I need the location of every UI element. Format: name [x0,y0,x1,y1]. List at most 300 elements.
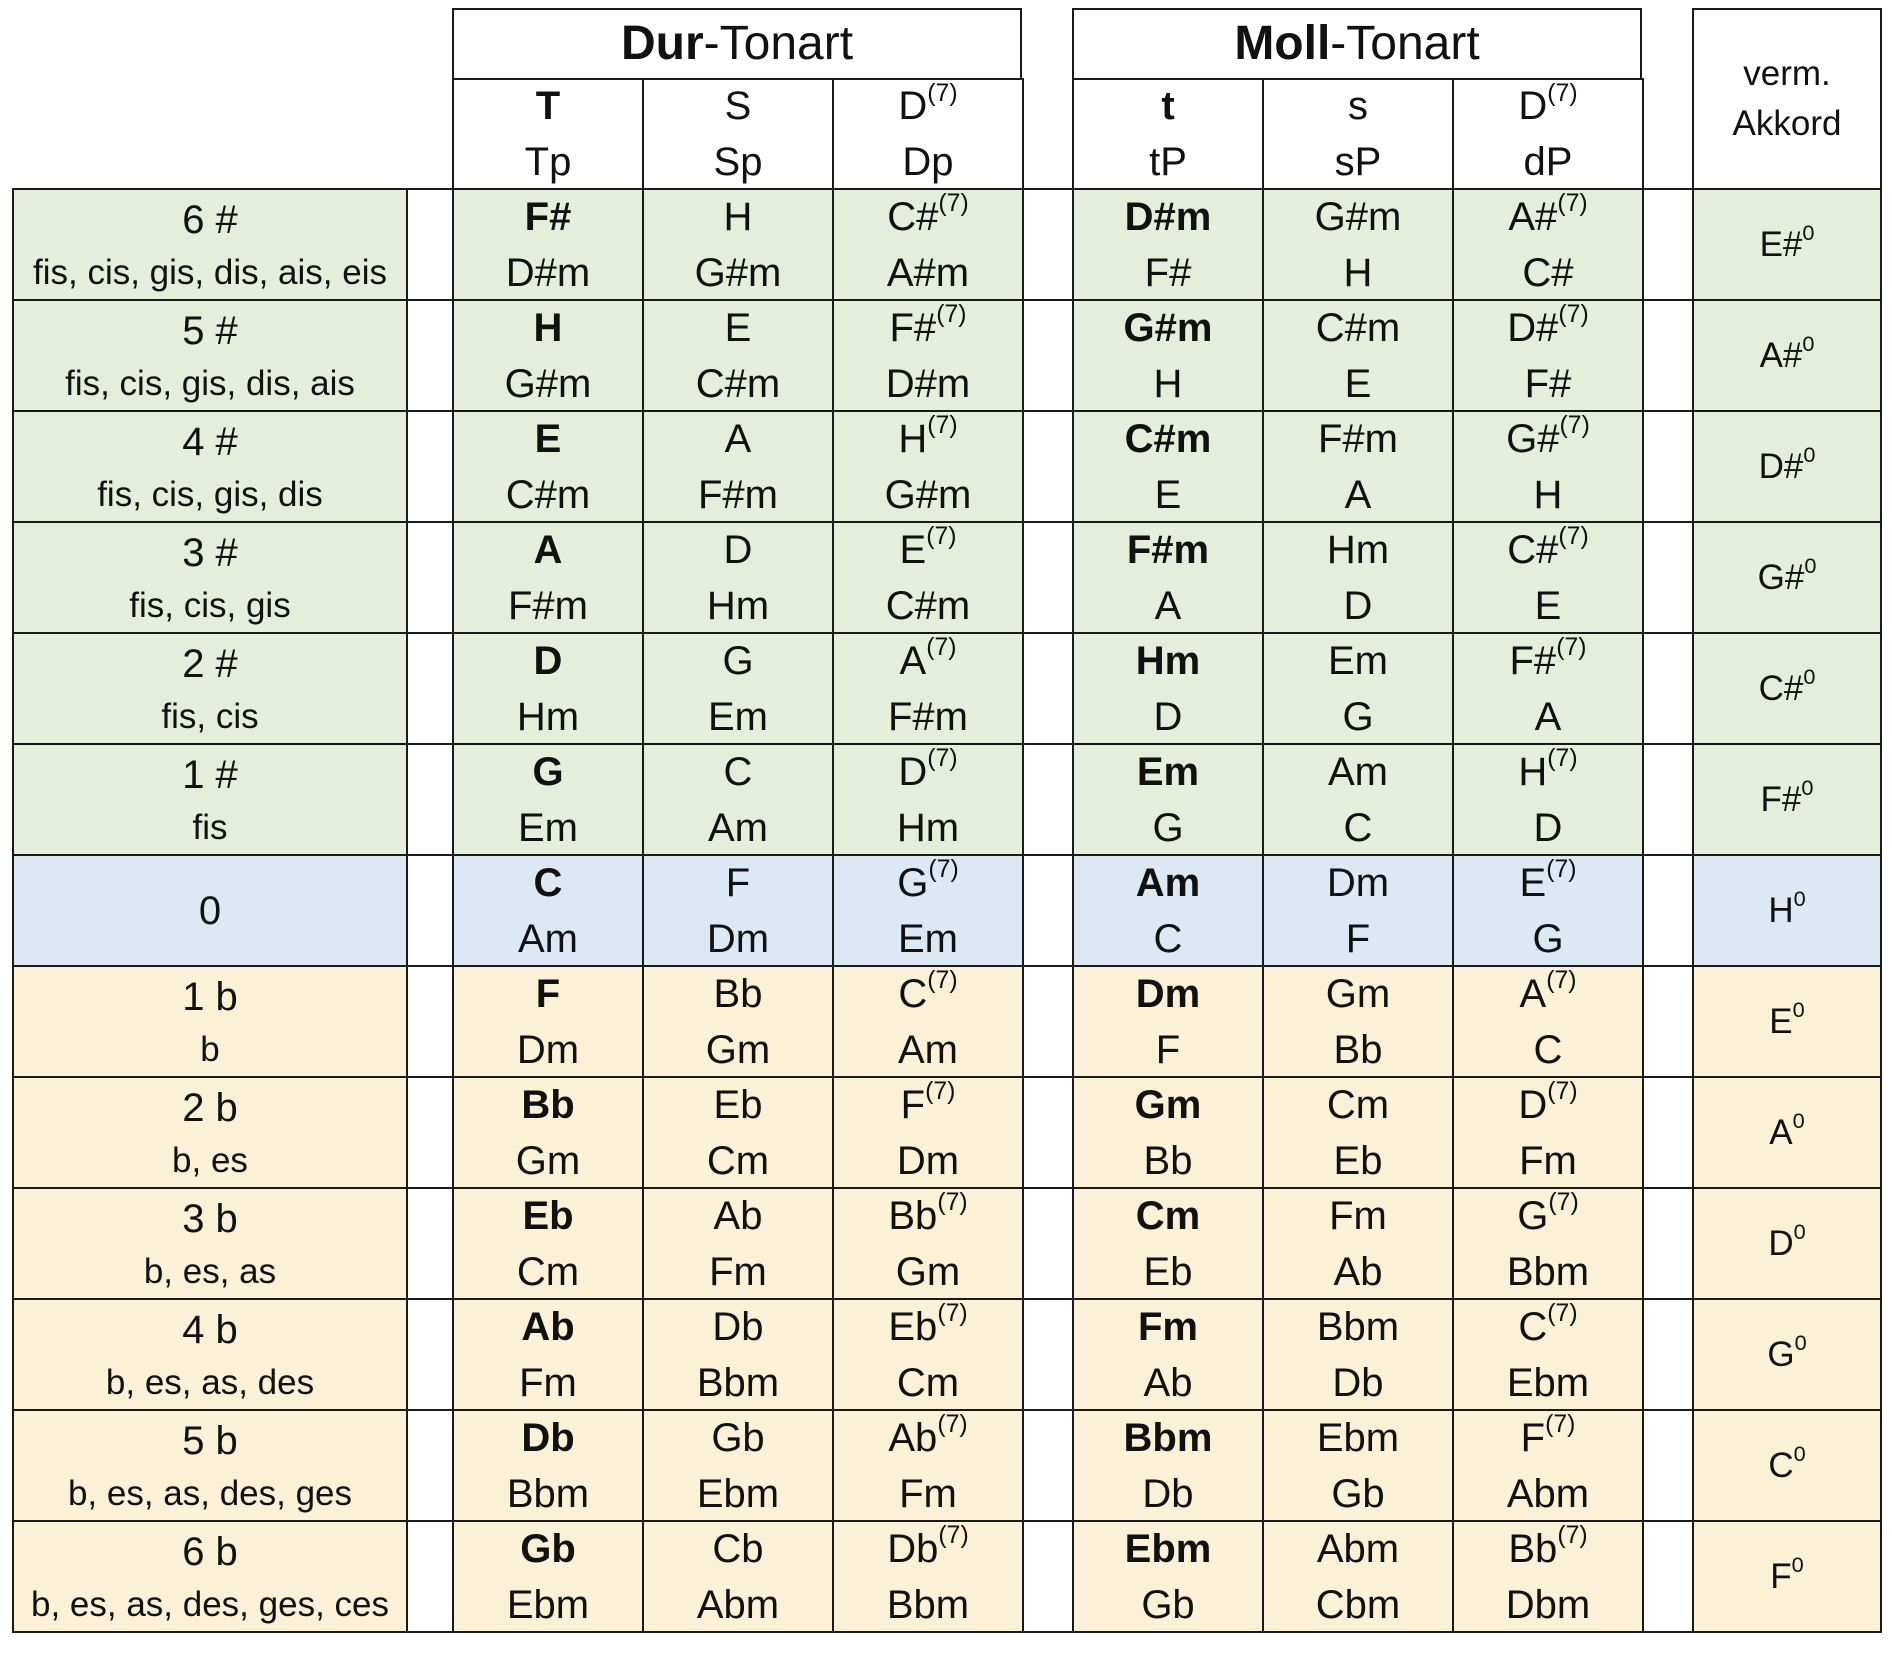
minor-parallel-chord-text: G [1152,805,1184,850]
major-parallel-chord-text: Ebm [506,1582,590,1627]
minor-parallel-function-0-text: tP [1149,140,1187,184]
minor-parallel-chord-text: Cbm [1315,1582,1401,1627]
major-chord [887,1524,968,1574]
minor-chord-cell [1262,299,1454,412]
major-function-header-2 [832,78,1024,190]
major-chord-text: G [722,638,754,683]
gap-cell [1022,1187,1074,1300]
major-parallel-chord-text: C#m [885,583,971,628]
key-signature-cell [12,1298,408,1411]
major-chord-cell [452,632,644,745]
minor-chord-cell [1452,188,1644,301]
major-chord-cell [642,410,834,523]
key-signature-cell [12,632,408,745]
minor-chord-text: Am [1135,860,1201,905]
minor-function-0-text: t [1161,84,1175,128]
minor-parallel-chord [1155,581,1182,631]
minor-parallel-chord-text: Bb [1333,1027,1383,1072]
major-function-1-text: S [724,84,752,128]
minor-parallel-function-2 [1524,137,1573,187]
minor-chord [1136,1191,1200,1241]
major-parallel-chord [897,1358,959,1408]
key-signature-notes [144,1250,276,1294]
minor-chord [1327,1080,1389,1130]
minor-parallel-chord-text: Fm [1519,1138,1577,1183]
major-parallel-function-0-text: Tp [524,140,572,184]
minor-chord-text: Fm [1329,1193,1387,1238]
minor-parallel-chord-text: C# [1522,250,1574,295]
key-signature-notes [129,584,290,628]
minor-chord-superscript: (7) [1547,1078,1578,1106]
minor-parallel-chord-text: D [1343,583,1373,628]
major-parallel-chord-text: A#m [886,250,970,295]
major-chord-text: Ab [888,1415,938,1460]
major-chord-text: A [899,638,927,683]
diminished-chord-text: D [1768,1223,1794,1263]
major-parallel-chord [507,1469,589,1519]
major-parallel-chord-text: Bbm [506,1471,590,1516]
key-signature-cell [12,1520,408,1633]
major-parallel-chord-text: Fm [519,1360,577,1405]
major-parallel-chord [507,1580,589,1630]
minor-chord-cell [1262,743,1454,856]
minor-function-1 [1348,81,1368,131]
major-function-2 [898,81,957,131]
diminished-chord [1759,219,1815,267]
minor-chord-text: D# [1507,305,1559,350]
minor-parallel-chord-text: Gb [1141,1582,1195,1627]
minor-chord-cell [1452,410,1644,523]
key-signature-count [182,1305,238,1355]
major-parallel-chord-text: Fm [709,1249,767,1294]
key-signature-notes [161,695,258,739]
minor-chord [1507,303,1588,353]
minor-chord-text: Gm [1325,971,1391,1016]
major-chord-text: Gb [711,1415,765,1460]
major-chord-cell [832,1409,1024,1522]
minor-chord [1124,303,1213,353]
minor-chord-text: Ebm [1316,1415,1400,1460]
minor-parallel-chord [1334,1247,1383,1297]
key-signature-cell [12,188,408,301]
diminished-chord-text: A [1769,1112,1793,1152]
minor-chord-cell [1452,1187,1644,1300]
minor-chord [1136,969,1200,1019]
major-chord-superscript: (7) [925,1078,956,1106]
major-chord-cell [452,1298,644,1411]
major-chord-text: Ab [521,1304,575,1349]
major-chord-superscript: (7) [938,190,969,218]
major-chord-superscript: (7) [936,301,967,329]
minor-chord-cell [1072,1076,1264,1189]
gap-cell [1642,854,1694,967]
minor-chord [1137,747,1199,797]
key-signature-count [182,195,238,245]
major-chord-superscript: (7) [927,967,958,995]
gap-cell [1642,1409,1694,1522]
major-parallel-chord-text: C#m [695,361,781,406]
minor-parallel-chord-text: G [1342,694,1374,739]
diminished-chord-cell [1692,1409,1882,1522]
minor-chord-text: Cm [1326,1082,1390,1127]
diminished-chord-cell [1692,1298,1882,1411]
key-signature-notes-text: fis [192,807,228,847]
minor-chord-text: Bbm [1123,1415,1213,1460]
major-parallel-chord-text: Em [518,805,578,850]
major-chord-cell [452,521,644,634]
diminished-chord-cell [1692,965,1882,1078]
key-signature-notes-text: fis, cis, gis [129,585,291,625]
key-signature-cell [12,299,408,412]
minor-parallel-chord-text: C [1153,916,1183,961]
key-signature-count-text: 3 # [182,530,238,575]
diminished-chord-cell [1692,1187,1882,1300]
diminished-chord [1758,663,1816,711]
major-parallel-chord-text: Cm [516,1249,580,1294]
minor-chord-text: Hm [1135,638,1201,683]
minor-chord [1136,636,1200,686]
minor-chord [1327,858,1389,908]
major-chord-cell [832,410,1024,523]
diminished-chord-header [1692,8,1882,190]
diminished-chord [1758,441,1816,489]
minor-chord-cell [1072,1187,1264,1300]
major-parallel-chord [707,1136,769,1186]
minor-chord-text: Em [1328,638,1388,683]
minor-function-header-1 [1262,78,1454,190]
key-signature-count [182,1527,238,1577]
minor-chord-cell [1452,1409,1644,1522]
major-parallel-chord-text: Gm [895,1249,961,1294]
major-chord-text: E [724,305,752,350]
major-chord-cell [832,1187,1024,1300]
key-signature-count-text: 4 b [182,1307,238,1352]
major-chord [534,525,563,575]
minor-chord-cell [1262,1187,1454,1300]
major-chord-cell [642,632,834,745]
minor-chord-text: F#m [1318,416,1398,461]
minor-parallel-chord-text: Bbm [1506,1249,1590,1294]
major-parallel-chord-text: Bbm [886,1582,970,1627]
minor-chord-cell [1262,188,1454,301]
minor-chord [1328,747,1388,797]
key-signature-cell [12,854,408,967]
major-chord [897,858,958,908]
gap-cell [1642,743,1694,856]
minor-function-2 [1518,81,1577,131]
major-chord [725,414,752,464]
major-key-title [621,14,853,74]
major-parallel-chord [885,470,972,520]
minor-parallel-chord [1534,1025,1563,1075]
diminished-chord-superscript: 0 [1803,441,1816,467]
gap-cell [1022,965,1074,1078]
diminished-chord-superscript: 0 [1793,1440,1806,1466]
diminished-chord-text: F [1770,1556,1792,1596]
minor-chord [1317,1413,1399,1463]
major-parallel-chord [708,692,768,742]
minor-function-2-text: D [1518,84,1548,128]
minor-chord-cell [1452,521,1644,634]
major-chord [887,192,968,242]
major-chord [534,858,563,908]
separator-cell [406,743,454,856]
major-function-0 [536,81,560,131]
diminished-header-line2-text: Akkord [1732,104,1842,143]
major-chord-cell [452,1520,644,1633]
key-signature-count-text: 1 # [182,752,238,797]
major-parallel-function-2-text: Dp [902,140,954,184]
minor-parallel-chord [1142,1469,1193,1519]
diminished-chord-cell [1692,299,1882,412]
key-signature-notes [172,1139,248,1183]
minor-parallel-chord-text: E [1154,472,1182,517]
major-chord-cell [642,1187,834,1300]
minor-chord-text: H [1518,749,1548,794]
diminished-chord [1768,1440,1806,1488]
major-chord-superscript: (7) [937,1411,968,1439]
minor-chord-cell [1452,299,1644,412]
major-chord [712,1524,763,1574]
key-signature-count [182,750,238,800]
minor-chord-text: G#m [1314,194,1402,239]
minor-parallel-chord [1522,248,1573,298]
major-chord-cell [642,854,834,967]
minor-parallel-chord-text: H [1153,361,1183,406]
major-parallel-chord-text: Ebm [696,1471,780,1516]
major-chord-text: D [533,638,563,683]
major-chord [888,1413,967,1463]
diminished-chord-superscript: 0 [1792,1107,1805,1133]
major-chord-cell [832,1076,1024,1189]
minor-chord-cell [1262,410,1454,523]
major-parallel-chord [887,248,969,298]
key-signature-count-text: 1 b [182,974,238,1019]
major-parallel-chord [516,1136,580,1186]
major-chord [714,969,763,1019]
major-chord-text: A [533,527,563,572]
major-chord-text: H [898,416,928,461]
major-chord [525,192,572,242]
minor-chord-cell [1262,1520,1454,1633]
minor-chord-text: C [1518,1304,1548,1349]
minor-parallel-chord-text: Db [1142,1471,1194,1516]
minor-parallel-chord-text: E [1344,361,1372,406]
separator-cell [406,632,454,745]
diminished-chord-text: H [1768,890,1794,930]
major-parallel-chord [517,1247,579,1297]
minor-chord-cell [1072,1520,1264,1633]
separator-cell [406,1409,454,1522]
major-chord-text: C [898,971,928,1016]
minor-parallel-chord-text: Db [1332,1360,1384,1405]
major-parallel-chord-text: F#m [508,583,588,628]
major-chord [712,1302,763,1352]
minor-chord [1327,525,1389,575]
major-function-0-text: T [535,84,561,128]
major-chord [520,1524,576,1574]
major-parallel-chord [697,1580,779,1630]
minor-parallel-chord-text: F# [1144,250,1192,295]
minor-chord [1127,525,1209,575]
key-signature-count-text: 6 # [182,197,238,242]
major-chord-cell [642,965,834,1078]
key-signature-cell [12,1076,408,1189]
major-parallel-chord-text: Cm [706,1138,770,1183]
major-parallel-chord-text: C#m [505,472,591,517]
minor-parallel-function-1 [1335,137,1382,187]
minor-chord-text: A# [1508,194,1558,239]
major-parallel-chord-text: G#m [884,472,972,517]
minor-chord-text: Gm [1134,1082,1202,1127]
minor-chord-text: Dm [1326,860,1390,905]
minor-chord [1506,414,1590,464]
minor-chord-superscript: (7) [1547,745,1578,773]
key-signature-notes [31,1583,389,1627]
minor-parallel-chord [1532,914,1563,964]
key-signature-count [182,1194,238,1244]
major-chord-cell [452,410,644,523]
minor-chord-cell [1072,410,1264,523]
major-chord-text: A [724,416,752,461]
minor-parallel-chord-text: F [1155,1027,1181,1072]
diminished-chord-superscript: 0 [1804,552,1817,578]
major-parallel-chord [518,803,578,853]
diminished-chord-cell [1692,188,1882,301]
minor-chord-superscript: (7) [1559,412,1590,440]
diminished-chord-text: E [1769,1001,1793,1041]
minor-parallel-chord [1534,470,1563,520]
diminished-chord [1757,552,1817,600]
diminished-chord-cell [1692,1076,1882,1189]
major-chord [726,858,750,908]
minor-chord-superscript: (7) [1558,301,1589,329]
major-chord-cell [642,1520,834,1633]
key-signature-cell [12,965,408,1078]
major-key-header [452,8,1022,80]
major-chord-superscript: (7) [937,1300,968,1328]
major-parallel-chord [695,248,782,298]
major-parallel-chord [696,359,780,409]
minor-chord-cell [1262,965,1454,1078]
minor-parallel-chord [1154,914,1183,964]
minor-chord-cell [1452,1520,1644,1633]
major-parallel-chord [898,914,958,964]
major-chord-text: Eb [522,1193,574,1238]
major-parallel-chord [707,581,769,631]
major-chord-cell [452,854,644,967]
key-signature-notes [65,362,355,406]
gap-cell [1642,188,1694,301]
minor-parallel-chord-text: A [1154,583,1182,628]
minor-parallel-chord [1344,803,1373,853]
minor-parallel-chord-text: Abm [1506,1471,1590,1516]
minor-parallel-chord [1144,1136,1193,1186]
minor-parallel-chord-text: F# [1524,361,1572,406]
major-parallel-chord [708,803,768,853]
minor-chord [1135,1080,1202,1130]
minor-chord-cell [1072,965,1264,1078]
minor-chord-text: Cm [1135,1193,1201,1238]
major-chord [724,192,753,242]
key-signature-notes-text: b [200,1029,220,1069]
minor-key-header [1072,8,1642,80]
separator-cell [406,521,454,634]
minor-function-header-0 [1072,78,1264,190]
gap-cell [1022,410,1074,523]
separator-cell [406,1520,454,1633]
major-parallel-chord [897,803,959,853]
key-signature-cell [12,1187,408,1300]
diminished-chord-text: A# [1759,335,1803,375]
diminished-header-line2 [1733,102,1842,146]
key-signature-notes-text: b, es, as, des, ges [67,1473,353,1513]
major-chord-cell [832,299,1024,412]
minor-parallel-chord [1145,248,1192,298]
diminished-chord [1768,885,1806,933]
minor-parallel-chord-text: D [1153,694,1183,739]
major-key-title-rest: -Tonart [703,17,854,70]
major-parallel-chord-text: Em [708,694,768,739]
diminished-chord-superscript: 0 [1793,1218,1806,1244]
minor-parallel-chord [1535,692,1562,742]
major-chord-superscript: (7) [927,745,958,773]
major-parallel-chord-text: Dm [706,916,770,961]
major-chord-text: F# [889,305,937,350]
major-chord-text: F# [524,194,572,239]
separator-cell [406,299,454,412]
major-parallel-chord [518,914,578,964]
minor-parallel-chord [1152,803,1183,853]
key-signature-count-text: 2 b [182,1085,238,1130]
major-chord-cell [832,965,1024,1078]
key-signature-notes [106,1361,314,1405]
gap-cell [1022,1520,1074,1633]
minor-chord-superscript: (7) [1548,1189,1579,1217]
key-signature-count [199,886,221,936]
minor-parallel-chord [1519,1136,1577,1186]
diminished-chord [1769,1107,1805,1155]
major-chord-cell [452,965,644,1078]
major-chord-text: C [723,749,753,794]
major-chord-text: Db [712,1304,764,1349]
major-parallel-chord-text: Am [708,805,768,850]
minor-chord [1318,414,1398,464]
major-chord-cell [452,1409,644,1522]
major-chord [900,636,957,686]
key-signature-notes-text: b, es, as, des [105,1362,315,1402]
minor-parallel-chord [1534,803,1563,853]
minor-chord [1521,1413,1576,1463]
minor-chord-text: Abm [1316,1526,1400,1571]
major-chord-cell [832,188,1024,301]
key-signature-count [182,1083,238,1133]
diminished-chord-text: E# [1759,224,1803,264]
minor-chord-cell [1072,1409,1264,1522]
major-chord-superscript: (7) [928,856,959,884]
diminished-chord-superscript: 0 [1791,1551,1804,1577]
major-chord-superscript: (7) [926,634,957,662]
minor-parallel-chord [1344,248,1373,298]
major-chord-cell [642,1076,834,1189]
major-chord [722,636,753,686]
major-chord-cell [452,743,644,856]
minor-chord [1510,636,1587,686]
major-key-title-bold: Dur [620,17,704,70]
major-chord-text: G [897,860,929,905]
minor-key-title [1234,14,1479,74]
minor-chord [1518,747,1577,797]
